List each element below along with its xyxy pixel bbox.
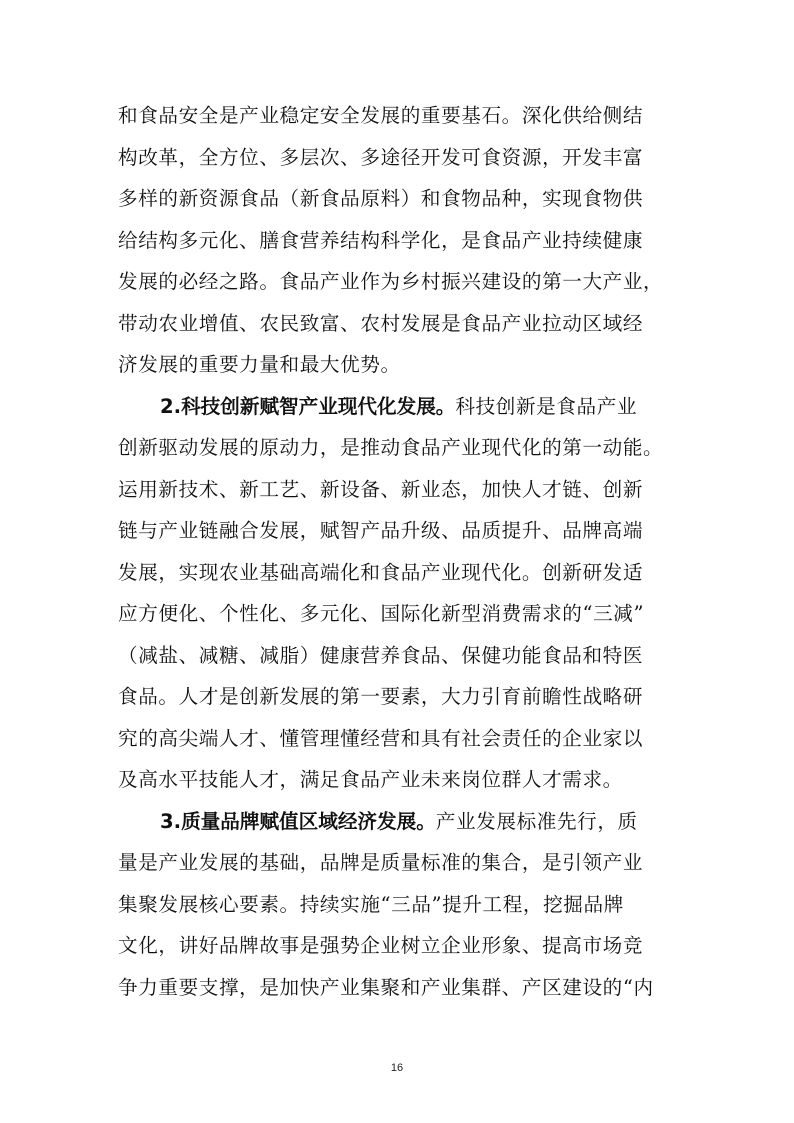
text-line: 文化，讲好品牌故事是强势企业树立企业形象、提高市场竞 (118, 934, 644, 957)
text-line: 究的高尖端人才、懂管理懂经营和具有社会责任的企业家以 (118, 726, 644, 750)
text-line: 济发展的重要力量和最大优势。 (118, 353, 401, 376)
text-line: 发展的必经之路。食品产业作为乡村振兴建设的第一大产业， (118, 270, 664, 293)
text-line (118, 801, 678, 843)
text-line: 运用新技术、新工艺、新设备、新业态，加快人才链、创新 (118, 477, 644, 501)
text-line: 及高水平技能人才，满足食品产业未来岗位群人才需求。 (118, 768, 623, 791)
text-run: 产业发展标准先行，质 (435, 809, 638, 833)
text-line: （减盐、减糖、减脂）健康营养食品、保健功能食品和特医 (118, 643, 644, 667)
section-heading: 2.科技创新赋智产业现代化发展。 (160, 394, 456, 418)
text-run: 科技创新是食品产业 (455, 394, 638, 418)
text-line: 链与产业链融合发展，赋智产品升级、品质提升、品牌高端 (118, 519, 644, 542)
text-line: 和食品安全是产业稳定安全发展的重要基石。深化供给侧结 (118, 104, 644, 127)
text-line: 争力重要支撑，是加快产业集聚和产业集群、产区建设的“内 (118, 975, 654, 999)
paragraph-quality-brand (118, 801, 678, 1009)
text-line: 集聚发展核心要素。持续实施“三品”提升工程，挖掘品牌 (118, 892, 624, 916)
text-line: 构改革，全方位、多层次、多途径开发可食资源，开发丰富 (118, 145, 644, 169)
text-line: 食品。人才是创新发展的第一要素，大力引育前瞻性战略研 (118, 685, 644, 708)
text-line: 应方便化、个性化、多元化、国际化新型消费需求的“三减” (118, 602, 645, 625)
text-line: 量是产业发展的基础，品牌是质量标准的集合，是引领产业 (118, 851, 644, 874)
text-line (118, 386, 678, 428)
body-text (118, 95, 678, 1008)
section-heading: 3.质量品牌赋值区域经济发展。 (160, 809, 436, 833)
paragraph-food-safety (118, 95, 678, 386)
text-line: 多样的新资源食品（新食品原料）和食物品种，实现食物供 (118, 187, 644, 210)
page-number: 16 (390, 1062, 404, 1074)
text-line: 发展，实现农业基础高端化和食品产业现代化。创新研发适 (118, 560, 644, 584)
paragraph-tech-innovation (118, 386, 678, 801)
text-line: 创新驱动发展的原动力，是推动食品产业现代化的第一动能。 (118, 436, 664, 459)
text-line: 给结构多元化、膳食营养结构科学化，是食品产业持续健康 (118, 228, 644, 252)
text-line: 带动农业增值、农民致富、农村发展是食品产业拉动区域经 (118, 311, 644, 335)
